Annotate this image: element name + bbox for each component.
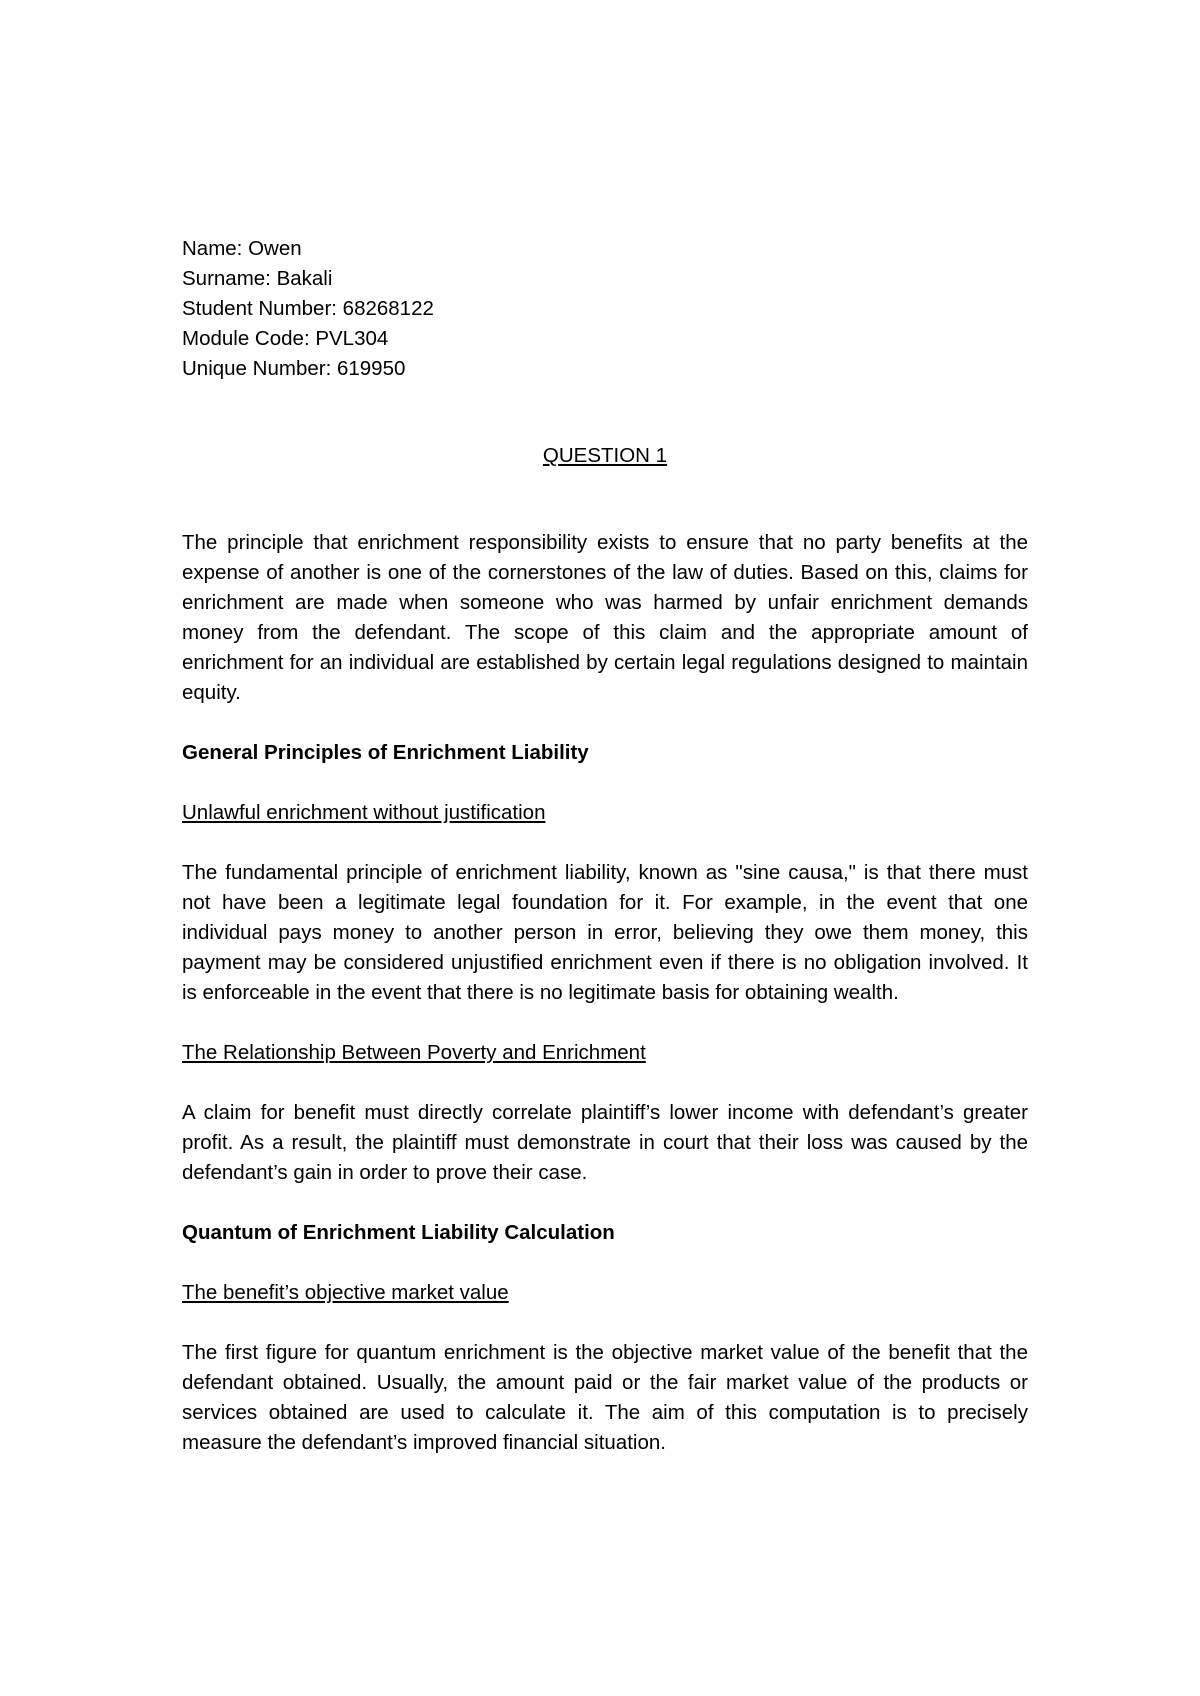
unique-number: Unique Number: 619950 [182,357,406,380]
subheading-poverty-enrichment: The Relationship Between Poverty and Enrichment [182,1041,646,1064]
intro-paragraph: The principle that enrichment responsibility exists to ensure that no party benefits at the expense of another is one of the cornerstones of the law of duties. Based on this, claims for enrichment are made when someone who was harmed by unfair enrichment demands money from the defendant. The scope of this claim and the appropriate amount of enrichment for an individual are established by certain legal regulations designed to maintain equity. [182,531,1028,704]
student-number: Student Number: 68268122 [182,297,434,320]
paragraph-poverty-enrichment: A claim for benefit must directly correlate plaintiff’s lower income with defendant’s greater profit. As a result, the plaintiff must demonstrate in court that their loss was caused by the defendant’s gain in order to prove their case. [182,1101,1028,1184]
module-code: Module Code: PVL304 [182,327,389,350]
document-page [182,234,1028,1458]
student-surname: Surname: Bakali [182,267,333,290]
student-name: Name: Owen [182,237,302,260]
subheading-market-value: The benefit’s objective market value [182,1281,509,1304]
question-title: QUESTION 1 [542,444,668,467]
paragraph-market-value: The first figure for quantum enrichment is the objective market value of the benefit that the defendant obtained. Usually, the amount paid or the fair market value of the products or services obtained are used to calculate it. The aim of this computation is to precisely measure the defendant’s improved financial situation. [182,1341,1028,1454]
section-heading-quantum: Quantum of Enrichment Liability Calculation [182,1221,615,1244]
student-info-block [182,234,1028,384]
section-heading-general-principles: General Principles of Enrichment Liability [182,741,589,764]
subheading-unlawful-enrichment: Unlawful enrichment without justification [182,801,546,824]
paragraph-sine-causa: The fundamental principle of enrichment liability, known as "sine causa," is that there must not have been a legitimate legal foundation for it. For example, in the event that one individual pays money to another person in error, believing they owe them money, this payment may be considered unjustified enrichment even if there is no obligation involved. It is enforceable in the event that there is no legitimate basis for obtaining wealth. [182,861,1028,1004]
